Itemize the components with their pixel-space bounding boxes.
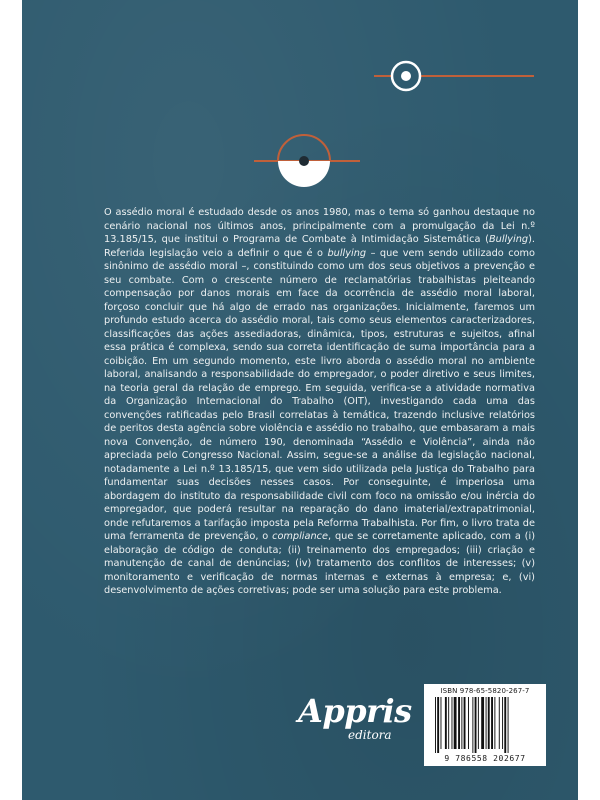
- barcode-bar: [488, 697, 490, 749]
- barcode-bar: [468, 697, 469, 749]
- barcode-bar: [464, 697, 466, 749]
- back-cover: [22, 0, 578, 800]
- barcode-bar: [437, 697, 439, 753]
- barcode-digits: 9 786558 202677: [444, 754, 526, 763]
- barcode-bar: [478, 697, 479, 749]
- publisher-logo: [290, 692, 412, 752]
- synopsis-part: , que se corretamente aplicado, com a (i) elaboração de código de conduta; (ii) treinamento dos empregados; (iii) criação e manutenção de canal de denúncias; (iv) tratamento dos conflitos de interesses; (v) monitoramento e verificação de normas internas e externas à empresa; e, (vi) desenvolvimento de ações corretivas; pode ser uma solução para este problema.: [104, 531, 536, 596]
- barcode-panel: [424, 684, 546, 766]
- barcode-bar: [504, 697, 506, 753]
- barcode-bar: [508, 697, 509, 753]
- synopsis-part: ). Referida legislação veio a definir o que é o: [104, 234, 535, 259]
- synopsis-emphasis: compliance: [272, 531, 329, 542]
- barcode-bar: [452, 697, 453, 749]
- synopsis-part: O assédio moral é estudado desde os anos 1980, mas o tema só ganhou destaque no cenário nacional nos últimos anos, principalmente com a promulgação da Lei n.º 13.185/15, que institui o Programa de Combate à Intimidação Sistemática (: [104, 207, 535, 245]
- barcode-bar: [445, 697, 447, 749]
- half-moon-icon: [254, 135, 360, 187]
- barcode-bar: [458, 697, 460, 749]
- barcode-bar: [448, 697, 449, 749]
- synopsis-text: [104, 206, 535, 598]
- barcode-bar: [454, 697, 457, 749]
- barcode-bar: [486, 697, 487, 749]
- publisher-subtitle: editora: [348, 728, 392, 742]
- barcode-icon: [433, 697, 537, 753]
- synopsis-emphasis: bullying: [327, 247, 367, 259]
- publisher-name: Appris: [298, 692, 412, 730]
- target-ring-icon: [374, 62, 534, 90]
- barcode-bar: [461, 697, 462, 749]
- barcode-bar: [472, 697, 473, 753]
- synopsis-emphasis: Bullying: [488, 234, 529, 245]
- barcode-bar: [435, 697, 436, 753]
- barcode-bar: [491, 697, 493, 749]
- barcode-bar: [441, 697, 442, 749]
- barcode-bar: [494, 697, 495, 749]
- barcode-bar: [502, 697, 503, 749]
- barcode-bar: [499, 697, 500, 749]
- barcode-bar: [481, 697, 484, 749]
- synopsis-part: – que vem sendo utilizado como sinônimo de assédio moral –, constituindo como um dos seus objetivos a prevenção e seu combate. Com o crescente número de reclamatórias trabalhistas pleiteando compensação por danos morais em face da ocorrência de assédio moral laboral, forçoso concluir que há algo de errado nas organizações. Inicialmente, faremos um profundo estudo acerca do assédio moral, tais como seus elementos caracterizadores, classificações das ações assediadoras, dinâmica, tipos, estruturas e sujeitos, afinal essa prática é complexa, sendo sua correta identificação de suma importância para a coibição. Em um segundo momento, este livro aborda o assédio moral no ambiente laboral, analisando a responsabilidade do empregador, o poder diretivo e seus limites, na teoria geral da relação de emprego. Em seguida, verifica-se a atividade normativa da Organização Internacional do Trabalho (OIT), investigando cada uma das convenções ratificadas pelo Brasil correlatas à temática, trazendo inclusive relatórios de peritos desta agência sobre violência e assédio no trabalho, que embasaram a mais nova Convenção, de número 190, denominada “Assédio e Violência”, ainda não apreciada pelo Congresso Nacional. Assim, segue-se a análise da legislação nacional, notadamente a Lei n.º 13.185/15, que vem sido utilizada pela Justiça do Trabalho para fundamentar suas decisões nesses casos. Por conseguinte, é imperiosa uma abordagem do instituto da responsabilidade civil com foco na omissão e/ou inércia do empregador, que poderá resultar na reparação do dano imaterial/extrapatrimonial, onde refutaremos a tarifação imposta pela Reforma Trabalhista. Por fim, o livro trata de uma ferramenta de prevenção, o: [104, 247, 535, 542]
- isbn-label: ISBN 978-65-5820-267-7: [440, 687, 530, 695]
- barcode-bar: [475, 697, 477, 753]
